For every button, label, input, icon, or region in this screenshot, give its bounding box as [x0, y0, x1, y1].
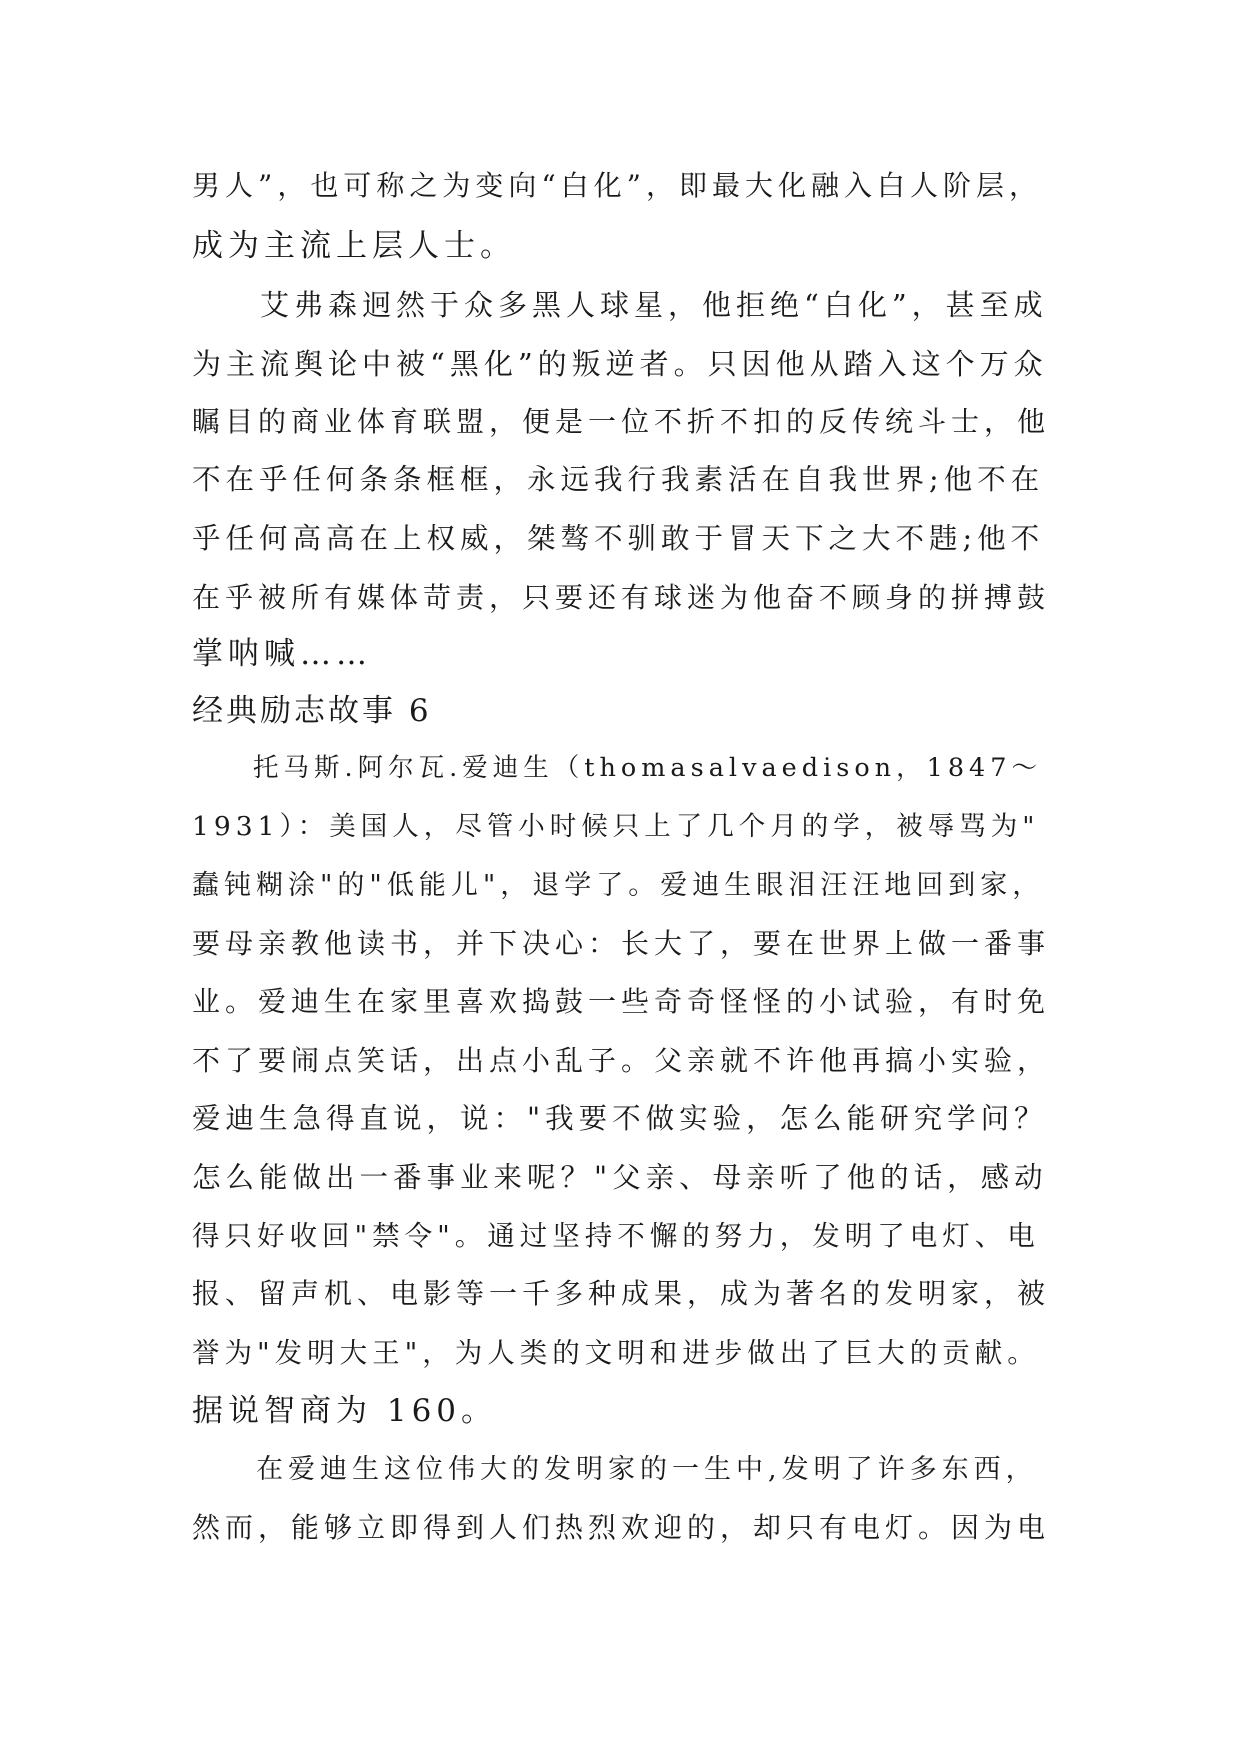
text-line: 掌呐喊……	[192, 636, 372, 672]
text-line: 报、留声机、电影等一千多种成果，成为著名的发明家，被	[192, 1277, 1051, 1310]
text-line: 乎任何高高在上权威，桀骜不驯敢于冒天下之大不韪;他不	[192, 522, 1045, 555]
text-line: 成为主流上层人士。	[192, 228, 516, 264]
section-heading: 经典励志故事 6	[192, 693, 432, 729]
text-line: 托马斯.阿尔瓦.爱迪生（thomasalvaedison，1847～	[192, 753, 1042, 783]
text-line: 艾弗森迥然于众多黑人球星，他拒绝“白化”，甚至成	[192, 288, 1048, 322]
text-line: 然而，能够立即得到人们热烈欢迎的，却只有电灯。因为电	[192, 1511, 1051, 1544]
text-line: 瞩目的商业体育联盟，便是一位不折不扣的反传统斗士，他	[192, 405, 1051, 438]
text-line: 不在乎任何条条框框，永远我行我素活在自我世界;他不在	[192, 463, 1045, 496]
text-line: 在乎被所有媒体苛责，只要还有球迷为他奋不顾身的拼搏鼓	[192, 581, 1051, 614]
text-line: 业。爱迪生在家里喜欢捣鼓一些奇奇怪怪的小试验，有时免	[192, 985, 1051, 1018]
text-line: 为主流舆论中被“黑化”的叛逆者。只因他从踏入这个万众	[192, 347, 1048, 381]
text-line: 1931）：美国人，尽管小时候只上了几个月的学，被辱骂为"	[192, 811, 1040, 842]
text-line: 怎么能做出一番事业来呢？"父亲、母亲听了他的话，感动	[192, 1161, 1048, 1194]
text-line: 爱迪生急得直说，说："我要不做实验，怎么能研究学问？	[192, 1102, 1048, 1135]
text-line: 要母亲教他读书，并下决心：长大了，要在世界上做一番事	[192, 927, 1051, 960]
text-line: 得只好收回"禁令"。通过坚持不懈的努力，发明了电灯、电	[192, 1220, 1040, 1252]
text-line: 誉为"发明大王"，为人类的文明和进步做出了巨大的贡献。	[192, 1337, 1040, 1369]
text-line: 不了要闹点笑话，出点小乱子。父亲就不许他再搞小实验，	[192, 1044, 1051, 1077]
text-line: 据说智商为 160。	[192, 1393, 498, 1429]
text-line: 男人”，也可称之为变向“白化”，即最大化融入白人阶层，	[192, 169, 1042, 202]
text-line: 在爱迪生这位伟大的发明家的一生中,发明了许多东西，	[192, 1454, 1038, 1485]
text-line: 蠢钝糊涂"的"低能儿"，退学了。爱迪生眼泪汪汪地回到家，	[192, 870, 1045, 901]
